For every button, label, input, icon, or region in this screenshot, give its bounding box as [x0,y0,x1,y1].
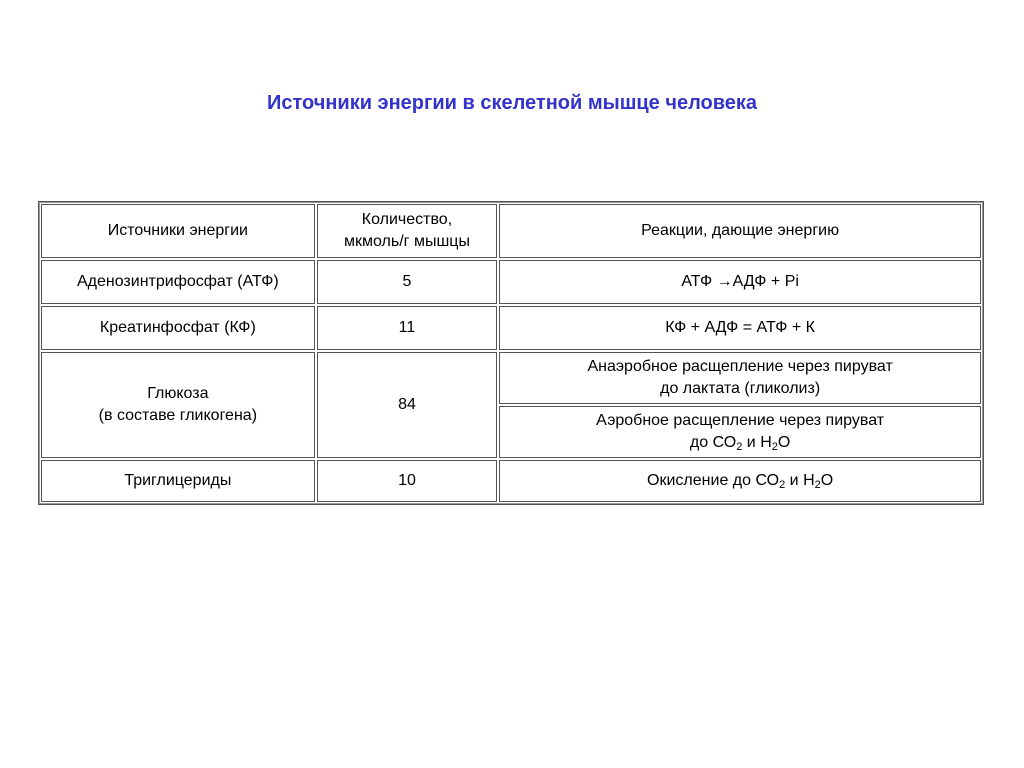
table-row [41,460,981,502]
cell-reaction-anaerobic [499,352,981,404]
subscript: 2 [814,479,821,491]
header-amount-line1: Количество, [361,211,453,228]
cell-source: Креатинфосфат (КФ) [41,306,315,350]
cell-reaction [499,460,981,502]
subscript: 2 [736,441,743,453]
subscript: 2 [771,441,778,453]
header-reaction: Реакции, дающие энергию [499,204,981,258]
cell-source: Триглицериды [41,460,315,502]
reaction-anaerobic-line2: до лактата (гликолиз) [660,380,821,397]
reaction-text-mid: и Н [785,472,815,489]
cell-source-line1: Глюкоза [147,385,209,402]
table-row [41,260,981,304]
reaction-aerobic-text-mid: и Н [742,434,772,451]
reaction-text-post: О [820,472,834,489]
reaction-aerobic-text-pre: до СО [689,434,737,451]
header-amount-line2: мкмоль/г мышцы [344,233,470,250]
cell-reaction-aerobic [499,406,981,458]
cell-amount: 84 [317,352,498,458]
table-header-row [41,204,981,258]
reaction-anaerobic-line1: Анаэробное расщепление через пируват [587,358,893,375]
cell-amount: 10 [317,460,498,502]
reaction-aerobic-line1: Аэробное расщепление через пируват [596,412,885,429]
header-amount [317,204,498,258]
cell-source [41,352,315,458]
subscript: 2 [779,479,786,491]
cell-reaction: АТФ →АДФ + Pi [499,260,981,304]
cell-amount: 5 [317,260,498,304]
reaction-text-pre: Окисление до СО [647,472,780,489]
header-source: Источники энергии [41,204,315,258]
reaction-aerobic-text-post: О [777,434,791,451]
cell-source-line2: (в составе гликогена) [98,407,258,424]
reaction-aerobic-line2 [690,434,790,451]
cell-reaction: КФ + АДФ = АТФ + К [499,306,981,350]
cell-amount: 11 [317,306,498,350]
table-row [41,352,981,404]
cell-source: Аденозинтрифосфат (АТФ) [41,260,315,304]
slide-title: Источники энергии в скелетной мышце человека [266,92,758,114]
energy-sources-table [38,201,984,505]
table-row [41,306,981,350]
